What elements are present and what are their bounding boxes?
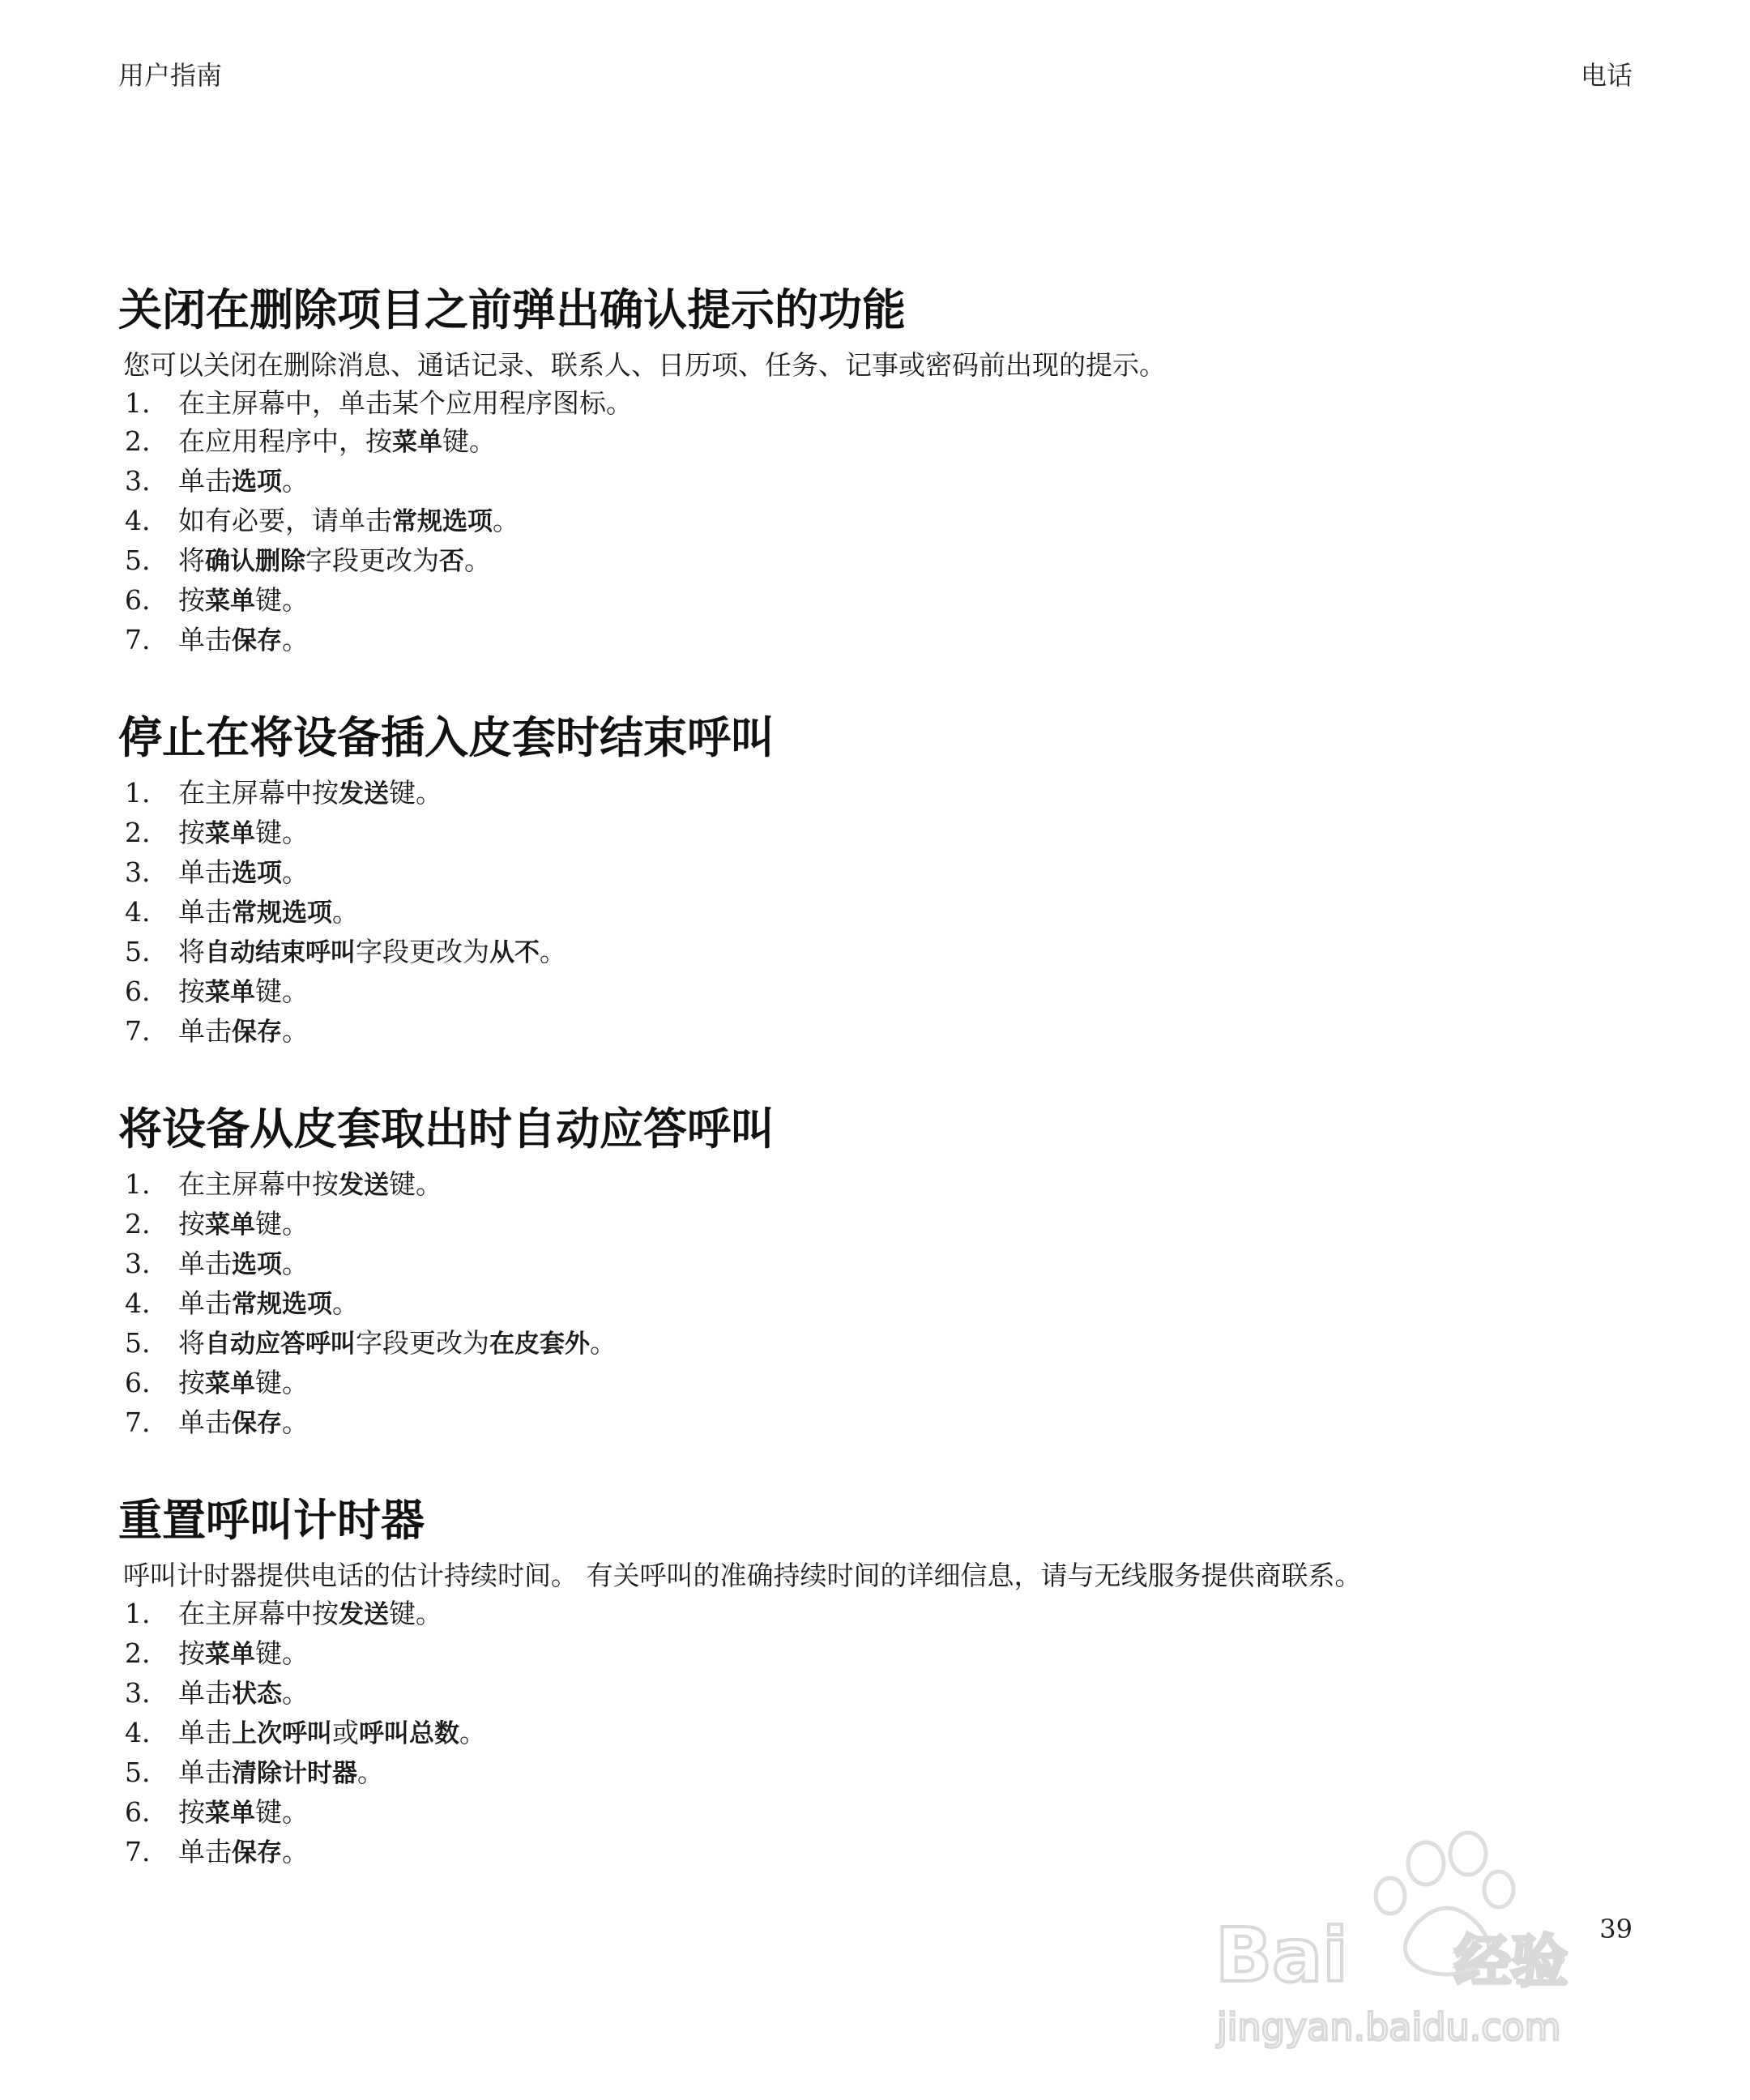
step-number: 5. [125, 936, 151, 967]
step-text [178, 1165, 442, 1205]
ui-term: 发送 [339, 1600, 389, 1629]
step-text [178, 1753, 384, 1793]
step-text-segment: 按 [178, 1208, 205, 1240]
page-content [118, 280, 1641, 1919]
step-number: 1. [125, 777, 151, 809]
step-text [178, 1364, 309, 1403]
page-number: 39 [1599, 1914, 1633, 1944]
svg-text:jingyan.baidu.com: jingyan.baidu.com [1217, 2005, 1561, 2049]
section-4 [118, 1490, 1641, 1872]
step-number: 6. [125, 1796, 151, 1828]
step-text [178, 541, 491, 581]
step-item [118, 774, 1641, 813]
step-text-segment: 单击 [178, 896, 232, 928]
step-number: 4. [125, 896, 151, 928]
step-text-segment: 字段更改为 [305, 544, 439, 576]
step-list [118, 384, 1641, 660]
step-text [178, 1634, 309, 1674]
step-number: 2. [125, 1208, 151, 1240]
step-text [178, 853, 309, 893]
step-text-segment: 。 [282, 465, 309, 497]
step-number: 1. [125, 1598, 151, 1629]
step-text-segment: 将 [178, 936, 205, 967]
step-text [178, 1714, 486, 1753]
ui-term: 否 [439, 547, 464, 576]
ui-term: 从不 [489, 938, 540, 967]
step-text-segment: 。 [459, 1717, 486, 1748]
step-text [178, 1674, 309, 1714]
step-text-segment: 按 [178, 817, 205, 848]
step-text-segment: 。 [332, 1287, 359, 1319]
ui-term: 保存 [232, 1409, 282, 1438]
step-text-segment: 按 [178, 975, 205, 1007]
step-text-segment: 。 [282, 1248, 309, 1279]
step-text [178, 972, 309, 1012]
step-number: 7. [125, 1836, 151, 1867]
step-text-segment: 单击 [178, 1406, 232, 1438]
ui-term: 选项 [232, 1250, 282, 1279]
step-text-segment: 。 [332, 896, 359, 928]
step-text-segment: 键。 [389, 1168, 442, 1200]
step-item [118, 621, 1641, 660]
step-item [118, 1594, 1641, 1634]
ui-term: 保存 [232, 1838, 282, 1867]
step-item [118, 813, 1641, 853]
ui-term: 自动结束呼叫 [205, 938, 356, 967]
step-item [118, 1244, 1641, 1284]
step-text-segment: 单击 [178, 1287, 232, 1319]
section-3 [118, 1099, 1641, 1443]
step-item [118, 541, 1641, 581]
step-item [118, 1714, 1641, 1753]
step-text [178, 1793, 309, 1833]
step-text-segment: 将 [178, 1327, 205, 1359]
step-text-segment: 键。 [389, 1598, 442, 1629]
step-text-segment: 。 [282, 1677, 309, 1709]
step-text-segment: 将 [178, 544, 205, 576]
step-number: 7. [125, 1015, 151, 1047]
step-number: 6. [125, 1367, 151, 1398]
step-text [178, 933, 566, 972]
step-text-segment: 按 [178, 1367, 205, 1398]
ui-term: 常规选项 [392, 507, 493, 536]
step-text-segment: 单击 [178, 1836, 232, 1867]
step-text [178, 1284, 359, 1324]
step-list [118, 1165, 1641, 1443]
step-text-segment: 键。 [255, 975, 309, 1007]
step-number: 2. [125, 1637, 151, 1669]
step-text [178, 1012, 309, 1052]
section-1 [118, 280, 1641, 660]
step-item [118, 1793, 1641, 1833]
ui-term: 保存 [232, 1018, 282, 1047]
step-text [178, 462, 309, 502]
ui-term: 常规选项 [232, 1290, 332, 1319]
step-text-segment: 。 [357, 1756, 384, 1788]
step-text-segment: 。 [540, 936, 566, 967]
step-text-segment: 在主屏幕中按 [178, 1598, 339, 1629]
step-number: 6. [125, 975, 151, 1007]
step-text-segment: 键。 [442, 425, 496, 457]
step-item [118, 972, 1641, 1012]
ui-term: 菜单 [205, 819, 255, 848]
step-text-segment: 键。 [255, 1208, 309, 1240]
step-text [178, 502, 519, 541]
running-header-left: 用户指南 [118, 60, 223, 91]
step-text-segment: 。 [464, 544, 491, 576]
section-title: 关闭在删除项目之前弹出确认提示的功能 [118, 284, 906, 335]
step-item [118, 1753, 1641, 1793]
step-text [178, 774, 442, 813]
step-item [118, 893, 1641, 933]
step-item [118, 853, 1641, 893]
step-number: 7. [125, 624, 151, 655]
step-text-segment: 在主屏幕中按 [178, 777, 339, 809]
step-text [178, 1594, 442, 1634]
section-title: 将设备从皮套取出时自动应答呼叫 [118, 1103, 775, 1155]
step-item [118, 1165, 1641, 1205]
step-item [118, 1833, 1641, 1872]
step-text [178, 893, 359, 933]
step-number: 6. [125, 584, 151, 616]
step-text-segment: 。 [282, 1836, 309, 1867]
step-number: 1. [125, 387, 151, 419]
step-text [178, 1205, 309, 1244]
step-text-segment: 单击 [178, 1717, 232, 1748]
ui-term: 菜单 [205, 1799, 255, 1828]
ui-term: 菜单 [205, 1640, 255, 1669]
step-text [178, 384, 633, 422]
ui-term: 上次呼叫 [232, 1719, 332, 1748]
section-intro: 您可以关闭在删除消息、通话记录、联系人、日历项、任务、记事或密码前出现的提示。 [123, 349, 1166, 381]
step-text [178, 1244, 309, 1284]
step-item [118, 1012, 1641, 1052]
step-text [178, 1324, 617, 1364]
step-item [118, 1674, 1641, 1714]
ui-term: 清除计时器 [232, 1759, 357, 1788]
ui-term: 确认删除 [205, 547, 305, 576]
ui-term: 保存 [232, 626, 282, 655]
step-text-segment: 单击 [178, 1248, 232, 1279]
step-text-segment: 。 [282, 856, 309, 888]
ui-term: 发送 [339, 1171, 389, 1200]
step-text-segment: 字段更改为 [356, 936, 489, 967]
step-text-segment: 键。 [255, 1367, 309, 1398]
ui-term: 自动应答呼叫 [205, 1330, 356, 1359]
step-text-segment: 。 [590, 1327, 617, 1359]
step-text-segment: 单击 [178, 465, 232, 497]
step-text-segment: 。 [493, 505, 519, 536]
step-text-segment: 键。 [389, 777, 442, 809]
step-item [118, 1284, 1641, 1324]
step-text-segment: 。 [282, 1015, 309, 1047]
step-item [118, 933, 1641, 972]
step-text-segment: 按 [178, 1796, 205, 1828]
step-list [118, 774, 1641, 1052]
step-item [118, 581, 1641, 621]
step-text-segment: 。 [282, 624, 309, 655]
step-number: 4. [125, 505, 151, 536]
step-item [118, 1403, 1641, 1443]
step-number: 2. [125, 425, 151, 457]
step-text-segment: 单击 [178, 1677, 232, 1709]
section-2 [118, 707, 1641, 1052]
step-number: 5. [125, 1327, 151, 1359]
step-item [118, 462, 1641, 502]
step-number: 3. [125, 1248, 151, 1279]
step-text [178, 621, 309, 660]
step-text-segment: 在应用程序中，按 [178, 425, 392, 457]
ui-term: 呼叫总数 [359, 1719, 459, 1748]
step-number: 3. [125, 465, 151, 497]
step-text-segment: 键。 [255, 817, 309, 848]
step-number: 4. [125, 1287, 151, 1319]
ui-term: 在皮套外 [489, 1330, 590, 1359]
step-text-segment: 键。 [255, 584, 309, 616]
step-list [118, 1594, 1641, 1872]
step-text-segment: 单击 [178, 1756, 232, 1788]
step-item [118, 1364, 1641, 1403]
step-text [178, 1833, 309, 1872]
ui-term: 选项 [232, 467, 282, 497]
step-number: 3. [125, 856, 151, 888]
step-text-segment: 。 [282, 1406, 309, 1438]
step-number: 7. [125, 1406, 151, 1438]
ui-term: 选项 [232, 859, 282, 888]
step-text-segment: 如有必要，请单击 [178, 505, 392, 536]
ui-term: 菜单 [205, 978, 255, 1007]
step-text [178, 581, 309, 621]
step-item [118, 1324, 1641, 1364]
step-text-segment: 在主屏幕中按 [178, 1168, 339, 1200]
step-text [178, 422, 496, 462]
step-text-segment: 字段更改为 [356, 1327, 489, 1359]
step-text-segment: 单击 [178, 1015, 232, 1047]
step-text [178, 1403, 309, 1443]
step-text-segment: 在主屏幕中，单击某个应用程序图标。 [178, 387, 633, 419]
step-number: 4. [125, 1717, 151, 1748]
step-text-segment: 键。 [255, 1637, 309, 1669]
step-text-segment: 单击 [178, 624, 232, 655]
section-title: 重置呼叫计时器 [118, 1495, 425, 1546]
step-item [118, 1205, 1641, 1244]
step-item [118, 422, 1641, 462]
svg-text:经验: 经验 [1454, 1928, 1568, 1995]
running-header-right: 电话 [1580, 60, 1633, 91]
step-number: 1. [125, 1168, 151, 1200]
step-item [118, 384, 1641, 422]
step-item [118, 1634, 1641, 1674]
step-text-segment: 键。 [255, 1796, 309, 1828]
step-number: 2. [125, 817, 151, 848]
section-title: 停止在将设备插入皮套时结束呼叫 [118, 712, 775, 763]
ui-term: 菜单 [392, 428, 442, 457]
step-text-segment: 或 [332, 1717, 359, 1748]
step-text-segment: 单击 [178, 856, 232, 888]
section-intro: 呼叫计时器提供电话的估计持续时间。 有关呼叫的准确持续时间的详细信息，请与无线服务提供商联系。 [123, 1560, 1362, 1591]
ui-term: 发送 [339, 779, 389, 809]
step-text-segment: 按 [178, 1637, 205, 1669]
step-number: 3. [125, 1677, 151, 1709]
svg-text:Bai: Bai [1215, 1912, 1348, 1999]
step-number: 5. [125, 544, 151, 576]
step-number: 5. [125, 1756, 151, 1788]
step-text-segment: 按 [178, 584, 205, 616]
ui-term: 常规选项 [232, 898, 332, 928]
ui-term: 菜单 [205, 1210, 255, 1240]
step-text [178, 813, 309, 853]
ui-term: 菜单 [205, 587, 255, 616]
ui-term: 状态 [232, 1680, 282, 1709]
step-item [118, 502, 1641, 541]
ui-term: 菜单 [205, 1369, 255, 1398]
